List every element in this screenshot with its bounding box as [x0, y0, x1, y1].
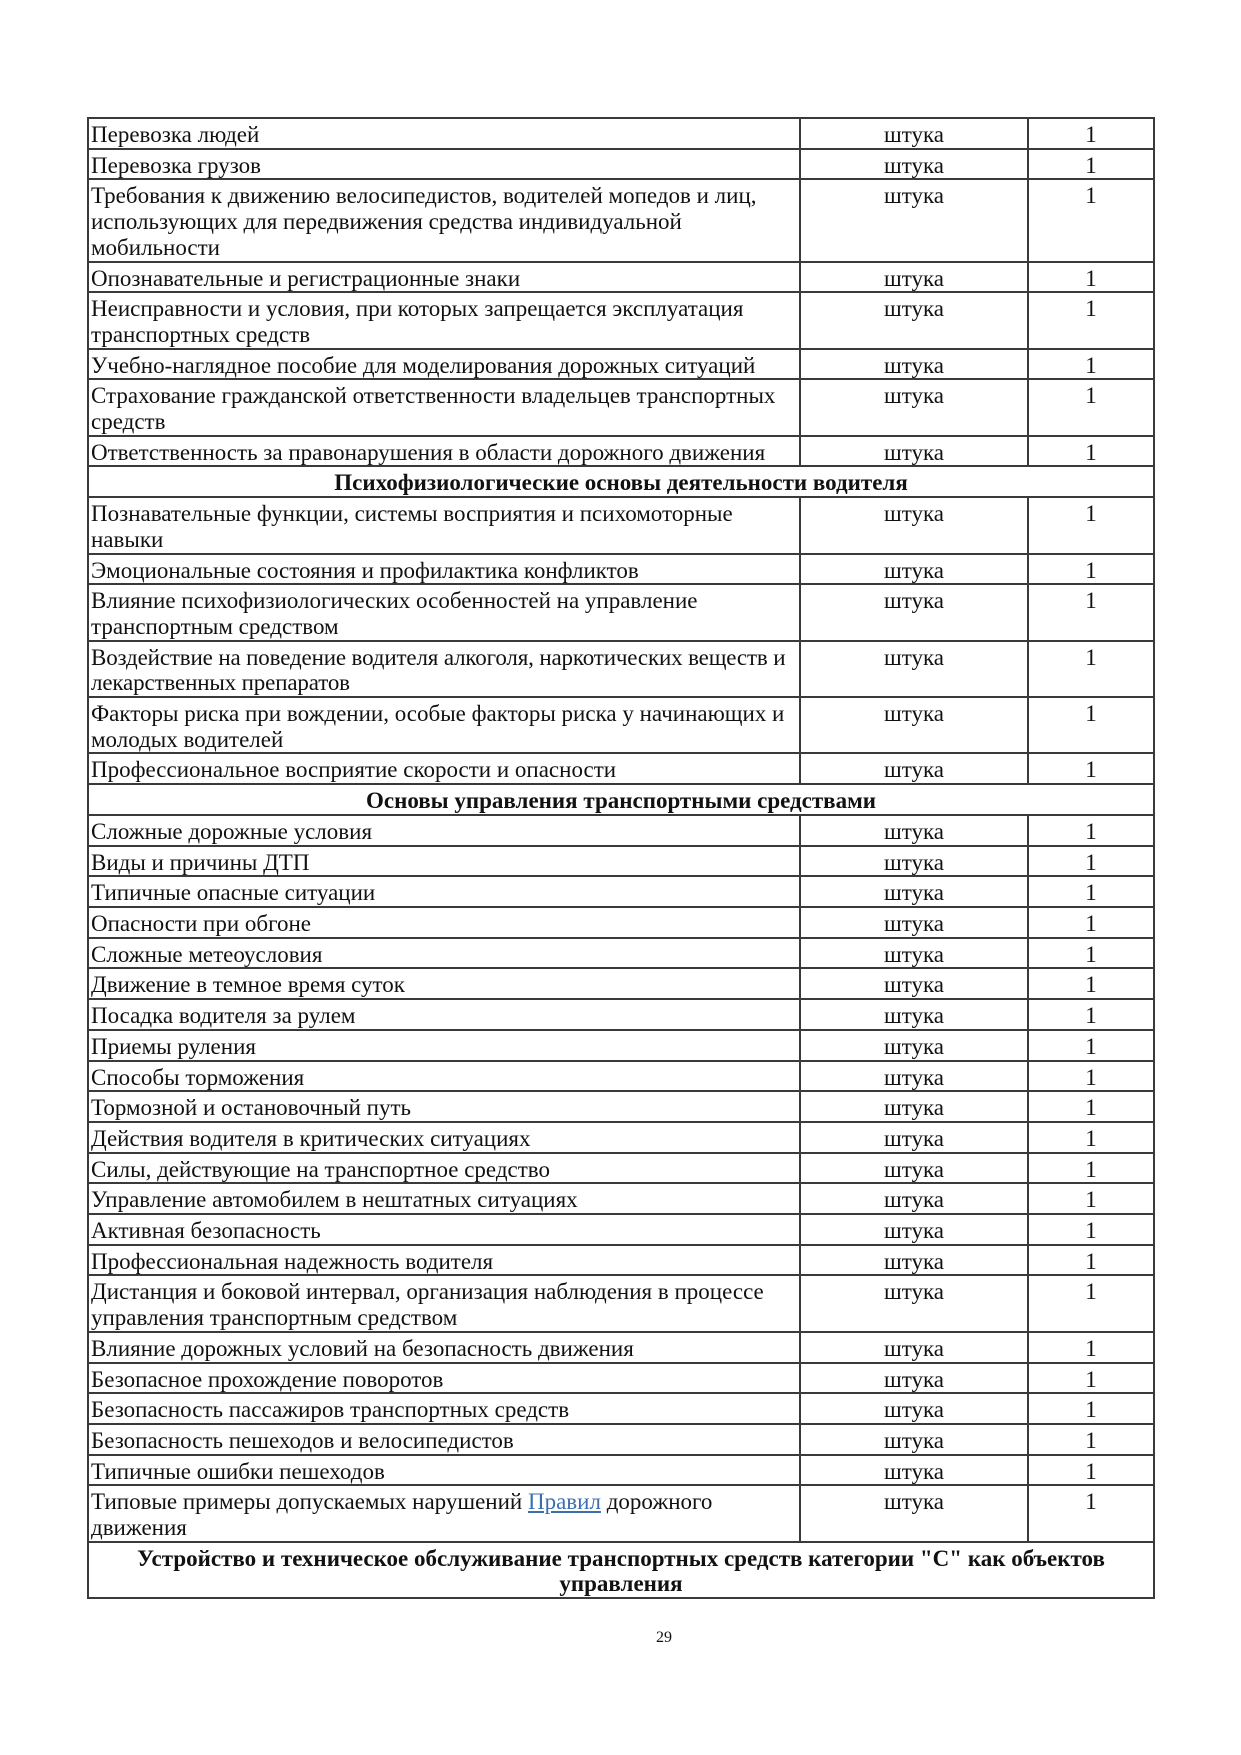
- item-name: Посадка водителя за рулем: [88, 999, 800, 1030]
- item-unit: штука: [800, 118, 1028, 149]
- item-quantity: 1: [1028, 846, 1154, 877]
- item-name: Тормозной и остановочный путь: [88, 1091, 800, 1122]
- item-unit: штука: [800, 1455, 1028, 1486]
- table-row: [88, 349, 1154, 380]
- item-unit: штука: [800, 815, 1028, 846]
- table-row: [88, 1455, 1154, 1486]
- table-row: [88, 436, 1154, 467]
- item-name: Перевозка грузов: [88, 149, 800, 180]
- item-quantity: 1: [1028, 349, 1154, 380]
- equipment-table: [87, 117, 1155, 1599]
- item-name: Активная безопасность: [88, 1214, 800, 1245]
- item-name: Дистанция и боковой интервал, организация наблюдения в процессе управления транспортным средством: [88, 1275, 800, 1331]
- table-row: [88, 1424, 1154, 1455]
- item-name: Неисправности и условия, при которых запрещается эксплуатация транспортных средств: [88, 292, 800, 348]
- item-quantity: 1: [1028, 149, 1154, 180]
- item-quantity: 1: [1028, 179, 1154, 261]
- item-unit: штука: [800, 1424, 1028, 1455]
- item-unit: штука: [800, 497, 1028, 553]
- item-quantity: 1: [1028, 1332, 1154, 1363]
- table-row: [88, 1091, 1154, 1122]
- item-name: Безопасность пассажиров транспортных средств: [88, 1393, 800, 1424]
- table-row: [88, 379, 1154, 435]
- item-quantity: 1: [1028, 379, 1154, 435]
- item-unit: штука: [800, 1214, 1028, 1245]
- table-row: [88, 554, 1154, 585]
- table-row: [88, 584, 1154, 640]
- item-name: Управление автомобилем в нештатных ситуациях: [88, 1183, 800, 1214]
- table-row: [88, 1214, 1154, 1245]
- item-quantity: 1: [1028, 815, 1154, 846]
- section-header-row: [88, 1542, 1154, 1598]
- table-row: [88, 1122, 1154, 1153]
- item-unit: штука: [800, 554, 1028, 585]
- item-quantity: 1: [1028, 1245, 1154, 1276]
- item-unit: штука: [800, 262, 1028, 293]
- item-name-text: Типовые примеры допускаемых нарушений: [91, 1489, 528, 1515]
- item-quantity: 1: [1028, 292, 1154, 348]
- item-name: Профессиональная надежность водителя: [88, 1245, 800, 1276]
- table-row: [88, 1393, 1154, 1424]
- item-unit: штука: [800, 1030, 1028, 1061]
- item-quantity: 1: [1028, 1275, 1154, 1331]
- item-unit: штука: [800, 292, 1028, 348]
- table-row: [88, 815, 1154, 846]
- item-unit: штука: [800, 349, 1028, 380]
- item-quantity: 1: [1028, 118, 1154, 149]
- item-quantity: 1: [1028, 584, 1154, 640]
- item-unit: штука: [800, 1275, 1028, 1331]
- section-header-row: [88, 466, 1154, 497]
- item-unit: штука: [800, 1122, 1028, 1153]
- section-title: Устройство и техническое обслуживание транспортных средств категории "С" как объектов управления: [88, 1542, 1154, 1598]
- item-unit: штука: [800, 149, 1028, 180]
- item-name: Безопасность пешеходов и велосипедистов: [88, 1424, 800, 1455]
- item-unit: штука: [800, 179, 1028, 261]
- item-quantity: 1: [1028, 1183, 1154, 1214]
- item-quantity: 1: [1028, 1455, 1154, 1486]
- item-unit: штука: [800, 1393, 1028, 1424]
- table-row: [88, 262, 1154, 293]
- item-quantity: 1: [1028, 753, 1154, 784]
- item-unit: штука: [800, 968, 1028, 999]
- table-row: [88, 846, 1154, 877]
- table-row: [88, 907, 1154, 938]
- item-quantity: 1: [1028, 1153, 1154, 1184]
- section-title: Основы управления транспортными средствами: [88, 784, 1154, 815]
- item-name: Эмоциональные состояния и профилактика конфликтов: [88, 554, 800, 585]
- page-number: 29: [656, 1629, 672, 1646]
- item-name: Требования к движению велосипедистов, водителей мопедов и лиц, использующих для передвижения средства индивидуальной мобильности: [88, 179, 800, 261]
- table-row: [88, 697, 1154, 753]
- item-quantity: 1: [1028, 1091, 1154, 1122]
- item-name: Влияние психофизиологических особенностей на управление транспортным средством: [88, 584, 800, 640]
- item-name: Типичные опасные ситуации: [88, 876, 800, 907]
- item-quantity: 1: [1028, 262, 1154, 293]
- item-unit: штука: [800, 1245, 1028, 1276]
- item-unit: штука: [800, 1332, 1028, 1363]
- item-quantity: 1: [1028, 1030, 1154, 1061]
- item-quantity: 1: [1028, 641, 1154, 697]
- item-unit: штука: [800, 876, 1028, 907]
- table-row: [88, 938, 1154, 969]
- item-quantity: 1: [1028, 938, 1154, 969]
- item-name: Факторы риска при вождении, особые факторы риска у начинающих и молодых водителей: [88, 697, 800, 753]
- item-quantity: 1: [1028, 1393, 1154, 1424]
- table-row: [88, 149, 1154, 180]
- table-row: [88, 876, 1154, 907]
- item-name: Влияние дорожных условий на безопасность движения: [88, 1332, 800, 1363]
- item-unit: штука: [800, 697, 1028, 753]
- item-unit: штука: [800, 1485, 1028, 1541]
- item-unit: штука: [800, 907, 1028, 938]
- table-row: [88, 118, 1154, 149]
- section-title: Психофизиологические основы деятельности водителя: [88, 466, 1154, 497]
- item-unit: штука: [800, 584, 1028, 640]
- item-unit: штука: [800, 1363, 1028, 1394]
- table-row: [88, 1183, 1154, 1214]
- table-row: [88, 497, 1154, 553]
- table-row: [88, 1153, 1154, 1184]
- item-unit: штука: [800, 846, 1028, 877]
- item-quantity: 1: [1028, 1424, 1154, 1455]
- item-name: Способы торможения: [88, 1061, 800, 1092]
- table-row: [88, 1363, 1154, 1394]
- item-unit: штука: [800, 1091, 1028, 1122]
- item-name: Движение в темное время суток: [88, 968, 800, 999]
- item-unit: штука: [800, 641, 1028, 697]
- item-unit: штука: [800, 999, 1028, 1030]
- item-quantity: 1: [1028, 907, 1154, 938]
- item-name: Опасности при обгоне: [88, 907, 800, 938]
- item-name: [88, 1485, 800, 1541]
- item-name-text: дорожного движения: [91, 1489, 713, 1541]
- item-name: Опознавательные и регистрационные знаки: [88, 262, 800, 293]
- item-quantity: 1: [1028, 554, 1154, 585]
- item-name: Действия водителя в критических ситуациях: [88, 1122, 800, 1153]
- table-row: [88, 1275, 1154, 1331]
- item-unit: штука: [800, 753, 1028, 784]
- item-name: Познавательные функции, системы восприятия и психомоторные навыки: [88, 497, 800, 553]
- table-row: [88, 179, 1154, 261]
- table-row: [88, 1485, 1154, 1541]
- table-row: [88, 1030, 1154, 1061]
- item-quantity: 1: [1028, 999, 1154, 1030]
- item-name: Сложные дорожные условия: [88, 815, 800, 846]
- section-header-row: [88, 784, 1154, 815]
- item-name: Силы, действующие на транспортное средство: [88, 1153, 800, 1184]
- item-quantity: 1: [1028, 1214, 1154, 1245]
- item-unit: штука: [800, 379, 1028, 435]
- item-unit: штука: [800, 938, 1028, 969]
- item-unit: штука: [800, 1183, 1028, 1214]
- table-row: [88, 968, 1154, 999]
- item-name: Безопасное прохождение поворотов: [88, 1363, 800, 1394]
- item-unit: штука: [800, 1153, 1028, 1184]
- item-quantity: 1: [1028, 497, 1154, 553]
- item-unit: штука: [800, 1061, 1028, 1092]
- table-row: [88, 641, 1154, 697]
- item-quantity: 1: [1028, 1485, 1154, 1541]
- table-row: [88, 292, 1154, 348]
- item-quantity: 1: [1028, 697, 1154, 753]
- item-name: Профессиональное восприятие скорости и опасности: [88, 753, 800, 784]
- item-name: Перевозка людей: [88, 118, 800, 149]
- item-quantity: 1: [1028, 1122, 1154, 1153]
- item-quantity: 1: [1028, 1061, 1154, 1092]
- item-name: Сложные метеоусловия: [88, 938, 800, 969]
- item-name: Учебно-наглядное пособие для моделирования дорожных ситуаций: [88, 349, 800, 380]
- item-name: Воздействие на поведение водителя алкоголя, наркотических веществ и лекарственных препаратов: [88, 641, 800, 697]
- item-name: Типичные ошибки пешеходов: [88, 1455, 800, 1486]
- table-row: [88, 999, 1154, 1030]
- table-row: [88, 1332, 1154, 1363]
- table-row: [88, 1061, 1154, 1092]
- item-quantity: 1: [1028, 968, 1154, 999]
- item-quantity: 1: [1028, 436, 1154, 467]
- item-quantity: 1: [1028, 1363, 1154, 1394]
- item-unit: штука: [800, 436, 1028, 467]
- item-name: Ответственность за правонарушения в области дорожного движения: [88, 436, 800, 467]
- table-row: [88, 753, 1154, 784]
- item-name: Виды и причины ДТП: [88, 846, 800, 877]
- item-name: Страхование гражданской ответственности владельцев транспортных средств: [88, 379, 800, 435]
- table-row: [88, 1245, 1154, 1276]
- item-name: Приемы руления: [88, 1030, 800, 1061]
- traffic-rules-link[interactable]: Правил: [527, 1489, 601, 1515]
- item-quantity: 1: [1028, 876, 1154, 907]
